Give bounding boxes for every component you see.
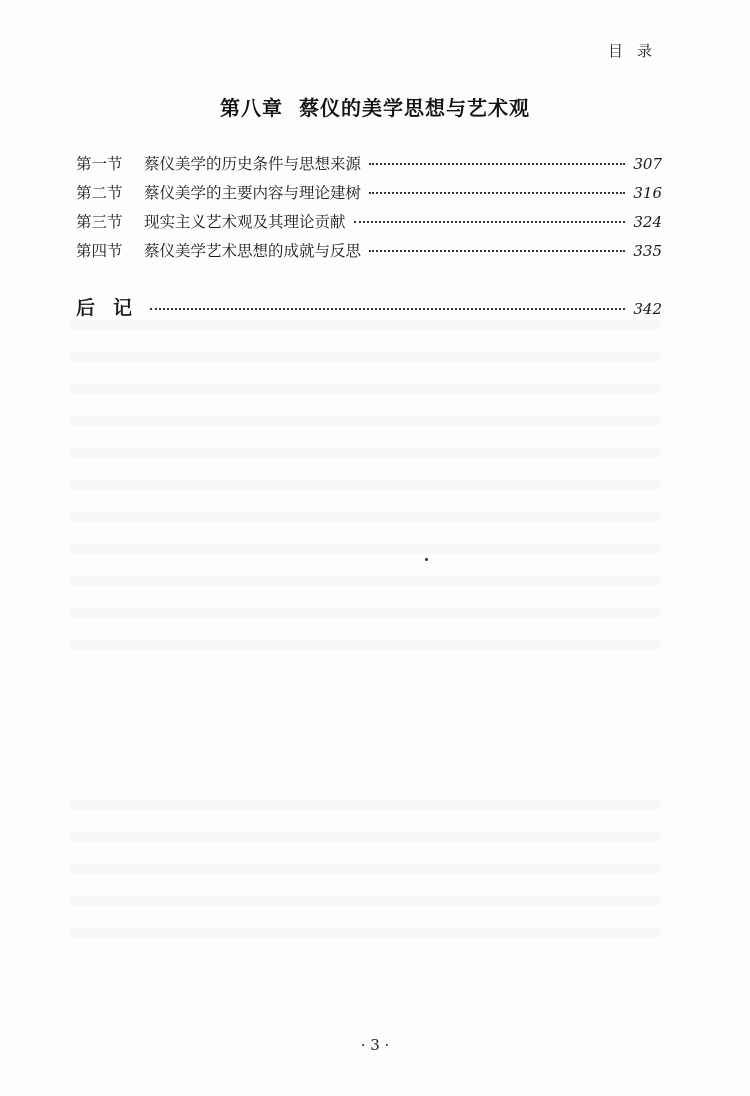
afterword-title: 后记 [76,297,151,319]
bleed-through [70,896,660,905]
page-number: 335 [633,242,662,260]
bleed-through [70,480,660,489]
bleed-through [70,576,660,585]
bleed-through [70,544,660,553]
section-title: 蔡仪美学的主要内容与理论建树 [144,184,362,202]
toc-entry[interactable] [76,152,662,181]
chapter-number: 第八章 [220,96,283,120]
toc-entry[interactable] [76,210,662,239]
section-title: 现实主义艺术观及其理论贡献 [144,213,346,231]
section-label: 第三节 [76,213,123,231]
toc-entry-afterword[interactable] [76,293,662,322]
dot-leader [369,163,625,165]
toc-entry[interactable] [76,181,662,210]
table-of-contents [76,152,662,322]
stray-mark [425,558,428,561]
bleed-through [70,416,660,425]
page-number: 342 [633,300,662,318]
section-label: 第一节 [76,155,123,173]
dot-leader [369,192,625,194]
bleed-through [70,352,660,361]
section-label: 第四节 [76,242,123,260]
running-head: 目录 [607,42,666,60]
bleed-through [70,384,660,393]
bleed-through [70,608,660,617]
dot-leader [354,221,626,223]
bleed-through [70,832,660,841]
chapter-name: 蔡仪的美学思想与艺术观 [299,96,530,120]
section-label: 第二节 [76,184,123,202]
bleed-through [70,928,660,937]
bleed-through [70,448,660,457]
section-title: 蔡仪美学的历史条件与思想来源 [144,155,362,173]
bleed-through [70,864,660,873]
folio-page-number: · 3 · [360,1036,390,1054]
page-number: 307 [633,155,662,173]
page-number: 316 [633,184,662,202]
page-number: 324 [633,213,662,231]
dot-leader [150,308,625,310]
bleed-through [70,640,660,649]
bleed-through [70,512,660,521]
bleed-through [70,800,660,809]
section-title: 蔡仪美学艺术思想的成就与反思 [144,242,362,260]
dot-leader [369,250,625,252]
chapter-title [0,92,750,121]
toc-entry[interactable] [76,239,662,268]
